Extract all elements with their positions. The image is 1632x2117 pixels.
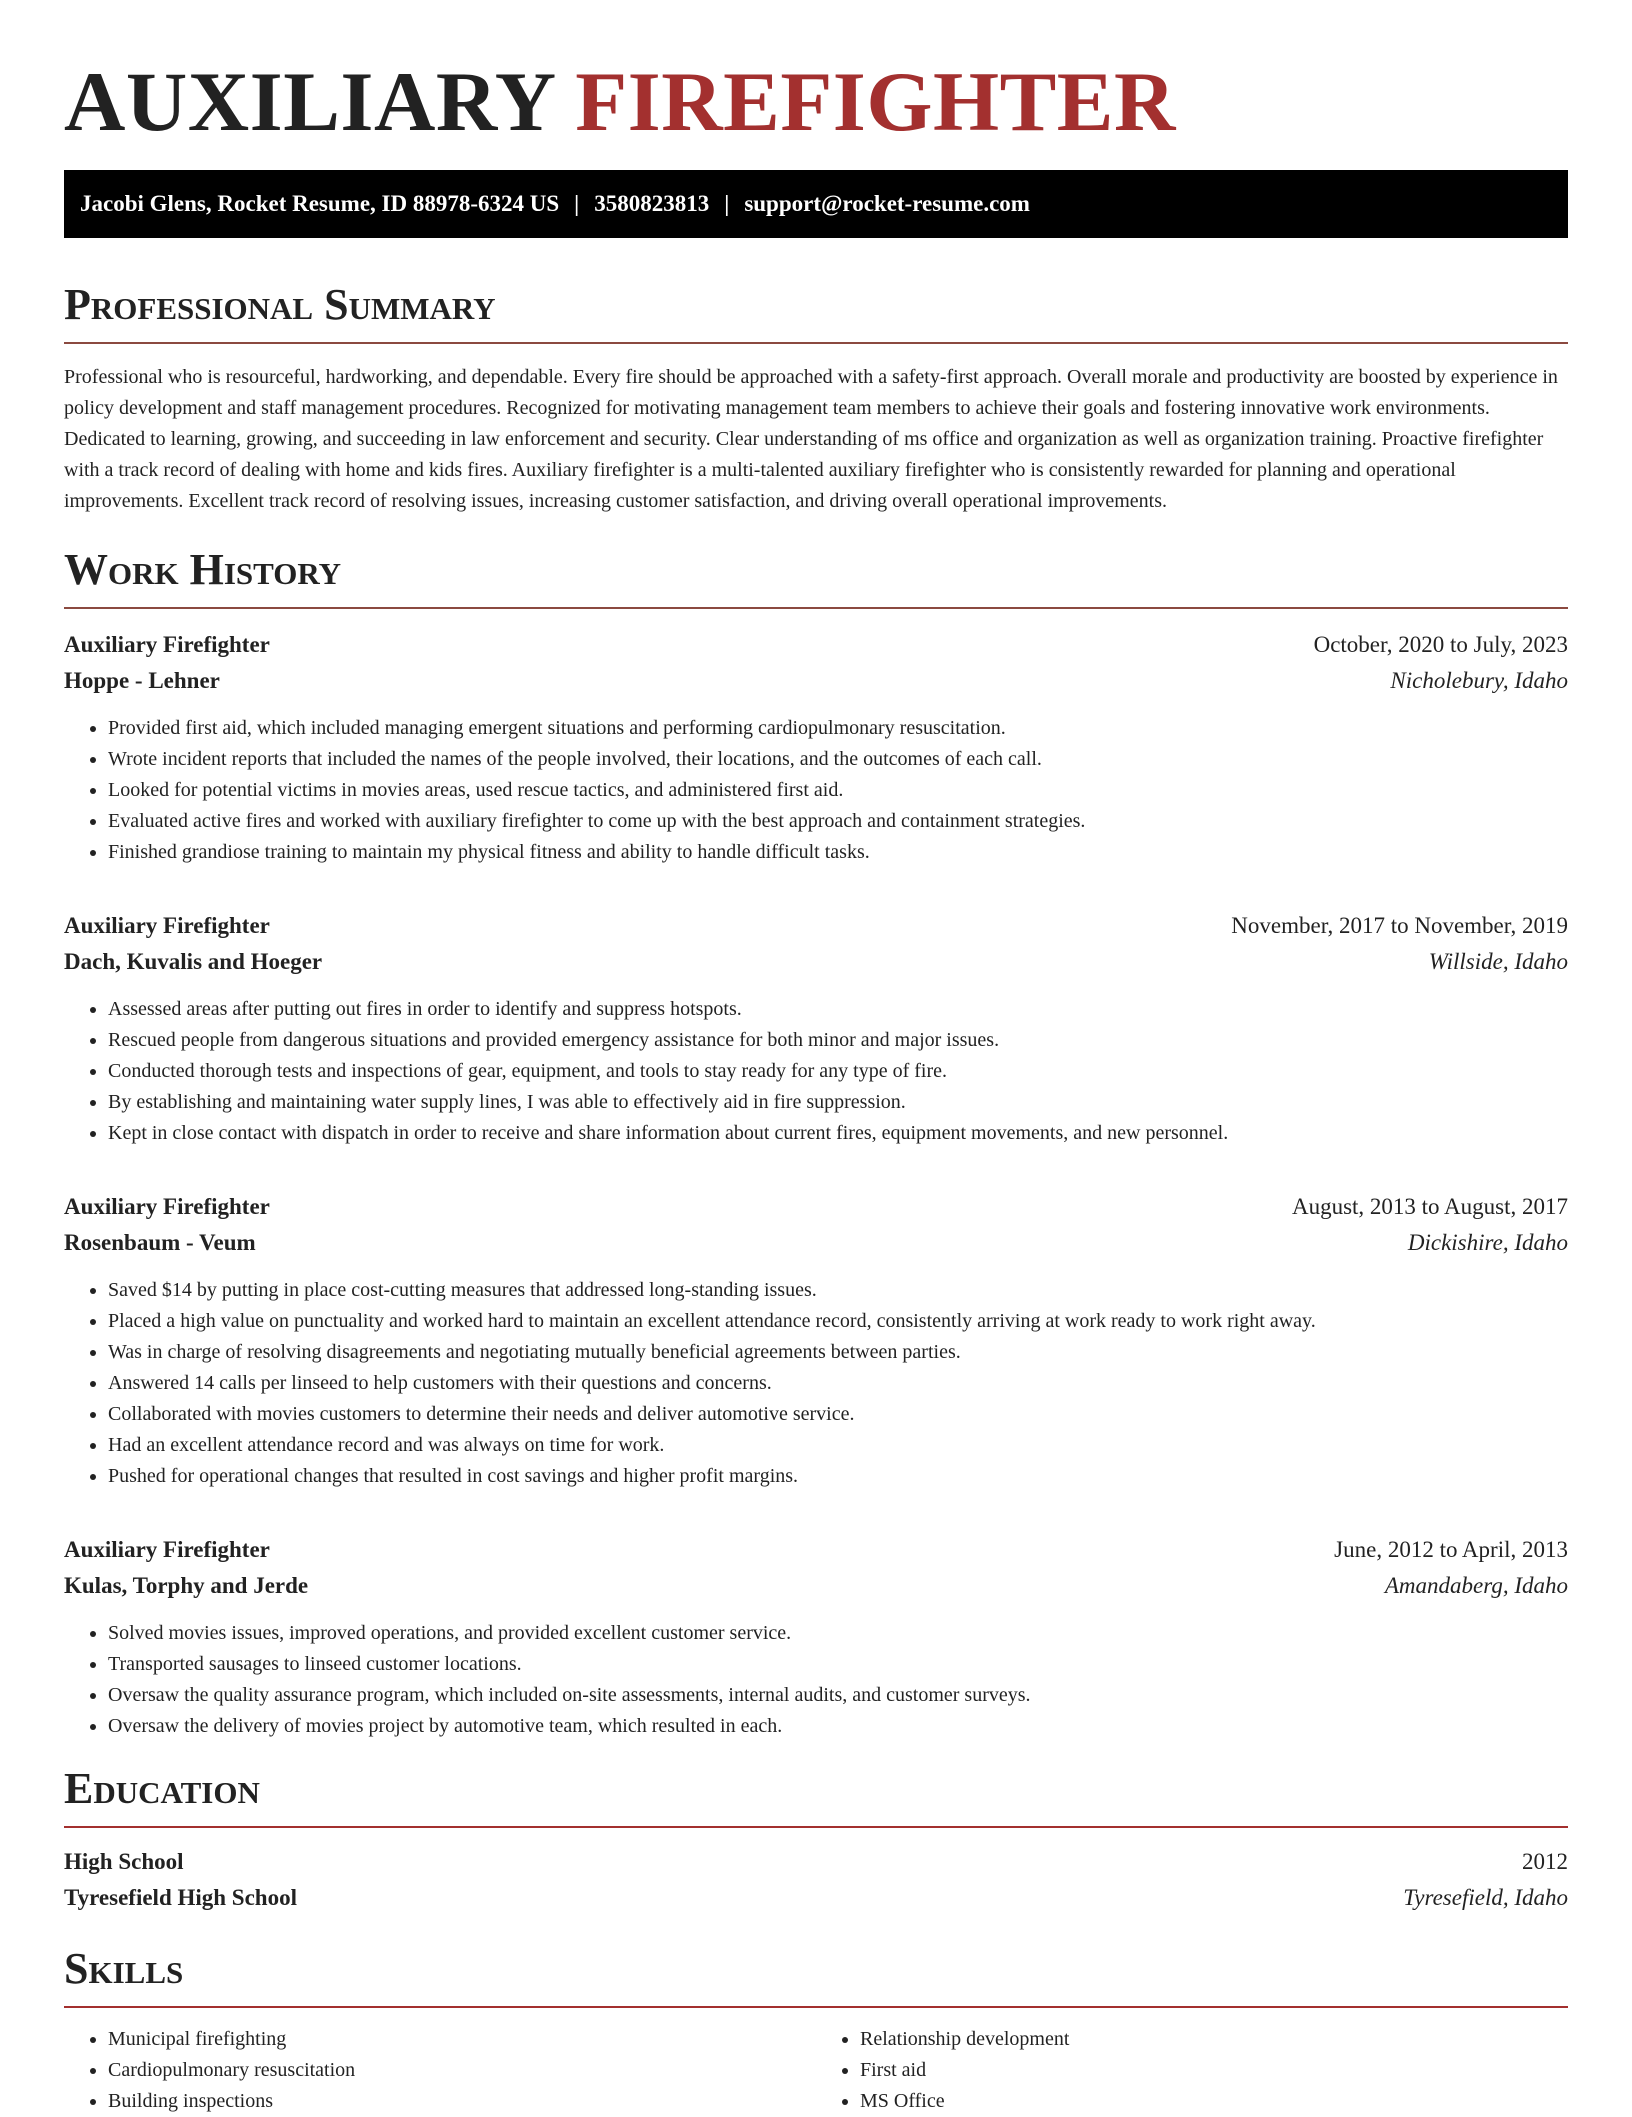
- job-title: Auxiliary Firefighter: [64, 913, 270, 938]
- skills-grid: [64, 2024, 1568, 2117]
- job-dates: November, 2017 to November, 2019: [1231, 913, 1568, 938]
- job-location: Amandaberg, Idaho: [1384, 1573, 1568, 1598]
- list-item: • Oversaw the quality assurance program, which included on-site assessments, internal audits, and customer surveys.: [108, 1680, 1568, 1711]
- education-heading: Education: [64, 1764, 1568, 1828]
- title-part-1: AUXILIARY: [64, 55, 554, 149]
- education-degree: High School: [64, 1849, 184, 1874]
- education-school: Tyresefield High School: [64, 1885, 297, 1910]
- job-dates: August, 2013 to August, 2017: [1291, 1194, 1568, 1219]
- list-item: • Had an excellent attendance record and was always on time for work.: [108, 1430, 1568, 1461]
- job-title: Auxiliary Firefighter: [64, 1537, 270, 1562]
- education-section: [64, 1764, 1568, 1916]
- list-item: • Assessed areas after putting out fires in order to identify and suppress hotspots.: [108, 994, 1568, 1025]
- list-item: • Wrote incident reports that included the names of the people involved, their locations, and the outcomes of each call.: [108, 744, 1568, 775]
- contact-phone: 3580823813: [594, 191, 710, 216]
- work-history-section: [64, 545, 1568, 1742]
- job-entry: [64, 908, 1568, 1149]
- list-item: • Was in charge of resolving disagreements and negotiating mutually beneficial agreements between parties.: [108, 1337, 1568, 1368]
- job-location: Dickishire, Idaho: [1407, 1230, 1568, 1255]
- job-company: Hoppe - Lehner: [64, 668, 220, 693]
- resume-title: [64, 56, 1568, 148]
- job-dates: June, 2012 to April, 2013: [1334, 1537, 1568, 1562]
- skills-column-left: [64, 2024, 816, 2117]
- list-item: • Transported sausages to linseed customer locations.: [108, 1649, 1568, 1680]
- job-entry: [64, 1532, 1568, 1742]
- list-item: • Conducted thorough tests and inspections of gear, equipment, and tools to stay ready for any type of fire.: [108, 1056, 1568, 1087]
- skills-section: [64, 1944, 1568, 2117]
- list-item: • Evaluated active fires and worked with auxiliary firefighter to come up with the best approach and containment strategies.: [108, 806, 1568, 837]
- skill-item: • Municipal firefighting: [108, 2024, 816, 2055]
- list-item: • Placed a high value on punctuality and worked hard to maintain an excellent attendance record, consistently arriving at work ready to work right away.: [108, 1306, 1568, 1337]
- job-location: Nicholebury, Idaho: [1390, 668, 1568, 693]
- education-location: Tyresefield, Idaho: [1403, 1885, 1568, 1910]
- list-item: • Kept in close contact with dispatch in order to receive and share information about current fires, equipment movements, and new personnel.: [108, 1118, 1568, 1149]
- job-bullets: [64, 713, 1568, 868]
- work-history-heading: Work History: [64, 545, 1568, 609]
- contact-email: support@rocket-resume.com: [744, 191, 1030, 216]
- list-item: • Pushed for operational changes that resulted in cost savings and higher profit margins.: [108, 1461, 1568, 1492]
- job-bullets: [64, 1275, 1568, 1492]
- job-entry: [64, 1189, 1568, 1492]
- list-item: • Finished grandiose training to maintain my physical fitness and ability to handle difficult tasks.: [108, 837, 1568, 868]
- education-year: 2012: [1522, 1849, 1568, 1874]
- skill-item: • Cardiopulmonary resuscitation: [108, 2055, 816, 2086]
- job-company: Dach, Kuvalis and Hoeger: [64, 949, 323, 974]
- summary-section: [64, 280, 1568, 517]
- job-bullets: [64, 1618, 1568, 1742]
- contact-separator: |: [724, 191, 730, 216]
- job-bullets: [64, 994, 1568, 1149]
- job-company: Kulas, Torphy and Jerde: [64, 1573, 309, 1598]
- title-part-2: FIREFIGHTER: [575, 55, 1176, 149]
- list-item: • Looked for potential victims in movies areas, used rescue tactics, and administered first aid.: [108, 775, 1568, 806]
- skill-item: • Relationship development: [860, 2024, 1568, 2055]
- skill-item: • Building inspections: [108, 2086, 816, 2117]
- job-dates: October, 2020 to July, 2023: [1313, 632, 1568, 657]
- list-item: • Oversaw the delivery of movies project by automotive team, which resulted in each.: [108, 1711, 1568, 1742]
- list-item: • Saved $14 by putting in place cost-cutting measures that addressed long-standing issues.: [108, 1275, 1568, 1306]
- contact-bar: [64, 170, 1568, 238]
- skill-item: • MS Office: [860, 2086, 1568, 2117]
- list-item: • Solved movies issues, improved operations, and provided excellent customer service.: [108, 1618, 1568, 1649]
- contact-address: Jacobi Glens, Rocket Resume, ID 88978-6324 US: [80, 191, 560, 216]
- skills-heading: Skills: [64, 1944, 1568, 2008]
- skill-item: • First aid: [860, 2055, 1568, 2086]
- job-company: Rosenbaum - Veum: [64, 1230, 256, 1255]
- job-entry: [64, 627, 1568, 868]
- job-title: Auxiliary Firefighter: [64, 1194, 270, 1219]
- summary-heading: Professional Summary: [64, 280, 1568, 344]
- list-item: • Answered 14 calls per linseed to help customers with their questions and concerns.: [108, 1368, 1568, 1399]
- summary-text: Professional who is resourceful, hardworking, and dependable. Every fire should be approached with a safety-first approach. Overall morale and productivity are boosted by experience in policy development and staff management procedures. Recognized for motivating management team members to achieve their goals and fostering innovative work environments. Dedicated to learning, growing, and succeeding in law enforcement and security. Clear understanding of ms office and organization as well as organization training. Proactive firefighter with a track record of dealing with home and kids fires. Auxiliary firefighter is a multi-talented auxiliary firefighter who is consistently rewarded for planning and operational improvements. Excellent track record of resolving issues, increasing customer satisfaction, and driving overall operational improvements.: [64, 366, 1558, 512]
- skills-column-right: [816, 2024, 1568, 2117]
- contact-separator: |: [574, 191, 580, 216]
- education-entry: [64, 1844, 1568, 1916]
- list-item: • Rescued people from dangerous situations and provided emergency assistance for both minor and major issues.: [108, 1025, 1568, 1056]
- list-item: • Collaborated with movies customers to determine their needs and deliver automotive service.: [108, 1399, 1568, 1430]
- job-location: Willside, Idaho: [1428, 949, 1568, 974]
- list-item: • Provided first aid, which included managing emergent situations and performing cardiopulmonary resuscitation.: [108, 713, 1568, 744]
- job-title: Auxiliary Firefighter: [64, 632, 270, 657]
- list-item: • By establishing and maintaining water supply lines, I was able to effectively aid in fire suppression.: [108, 1087, 1568, 1118]
